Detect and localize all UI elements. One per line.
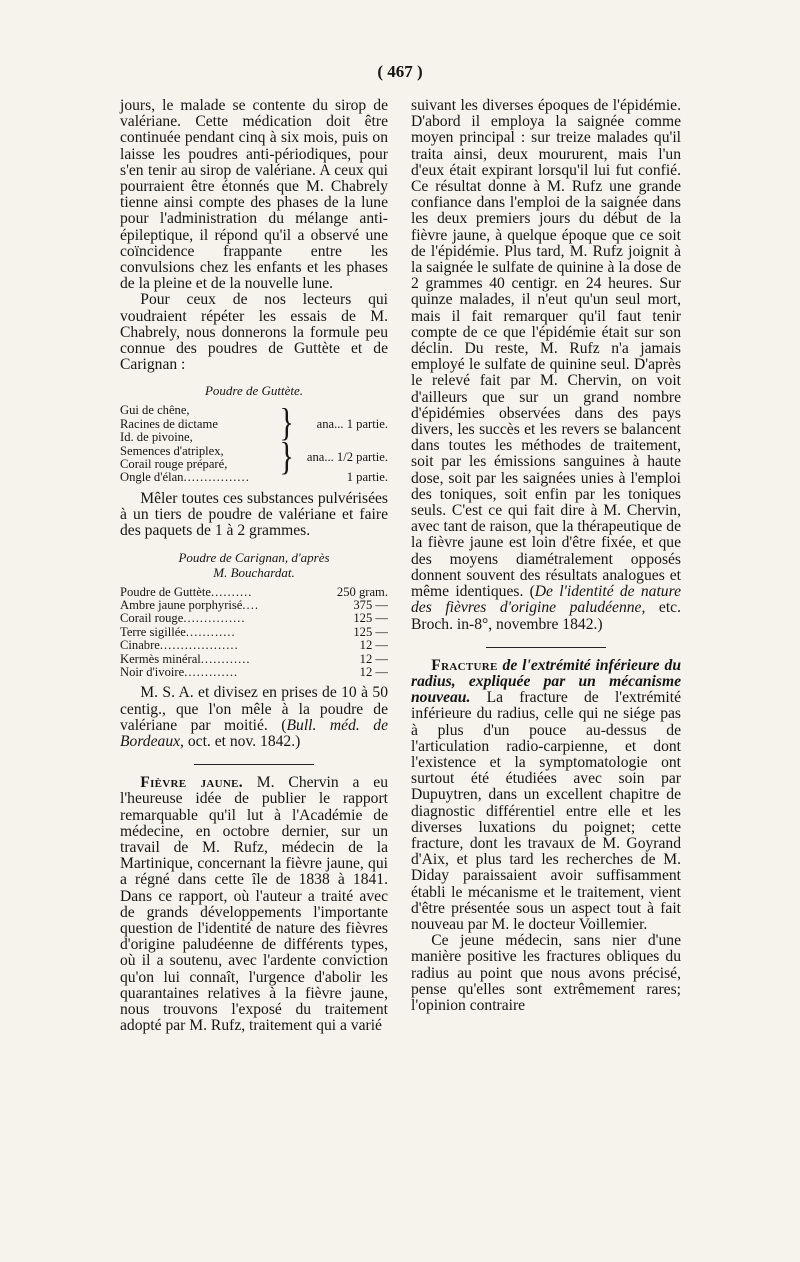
left-column: [120, 98, 388, 1034]
recipe-item: Gui de chêne,: [120, 403, 190, 418]
paragraph-text: etc. Broch. in-8°, novembre 1842.): [411, 599, 681, 633]
recipe-qty: 375 —: [353, 597, 388, 612]
paragraph-text: suivant les diverses époques de l'épidémie. D'abord il employa la saignée comme moyen principal : sur treize malades qu'il traita ainsi, deux moururent, mais l'un d'eux était expirant lorsqu'il lui fut confié. Ce résultat donne à M. Rufz une grande confiance dans l'emploi de la saignée dans les deux premiers jours du début de la fièvre jaune, à quelque époque que ce soit de l'épidémie. Plus tard, M. Rufz joignit à la saignée le sulfate de quinine à la dose de 2 grammes 40 centigr. en 24 heures. Sur quinze malades, il n'eut qu'un seul mort, mais il fait remarquer qu'il faut tenir compte de ce que l'épidémie était sur son déclin. Du reste, M. Rufz n'a jamais employé le sulfate de quinine seul. D'après le relevé fait par M. Chervin, on voit d'ailleurs que sur un grand nombre d'épidémies observées dans des pays divers, les succès et les revers se balancent dans toutes les méthodes de traitement, soit par les émissions sanguines à haute dose, soit par les saignées unies à l'emploi des toniques, soit enfin par les toniques seuls. C'est ce qui fait dire à M. Chervin, avec tant de raison, que la thérapeutique de la fièvre jaune est loin d'être fixée, et que des moyens diamétralement opposés donnent souvent des résultats analogues et même identiques. (: [411, 97, 681, 601]
recipe-qty: 12 —: [359, 664, 388, 679]
leader-dots: ...................: [159, 638, 239, 653]
recipe-item: Noir d'ivoire: [120, 664, 185, 679]
recipe-row: [120, 612, 388, 625]
recipe-row: [120, 586, 388, 599]
recipe-carignan: [120, 586, 388, 680]
recipe-carignan-title: [120, 550, 388, 580]
paragraph-text: M. S. A. et divisez en prises de 10 à 50 centig., que l'on mêle à la poudre de valériane par moitié. (: [120, 684, 388, 734]
recipe-item: Poudre de Guttète: [120, 584, 211, 599]
paragraph-text: oct. et nov. 1842.): [183, 732, 301, 750]
paragraph-voillemier: Ce jeune médecin, sans nier d'une manière positive les fractures obliques du radius au point que nous avons précisé, pense qu'elles sont extrêmement rares; l'opinion contraire: [411, 932, 681, 1014]
recipe-item: Terre sigillée: [120, 624, 186, 639]
right-column: [411, 98, 681, 1014]
leader-dots: ....: [242, 597, 259, 612]
recipe-item: Ambre jaune porphyrisé: [120, 597, 243, 612]
recipe-item: Cinabre: [120, 638, 160, 653]
recipe-item: Racines de dictame: [120, 416, 218, 431]
recipe-item: Corail rouge préparé,: [120, 457, 228, 472]
section-fracture: [411, 658, 681, 933]
recipe-guttete-title: Poudre de Guttète.: [204, 383, 304, 399]
recipe-qty: 125 —: [353, 624, 388, 639]
recipe-qty: ana... 1/2 partie.: [306, 450, 388, 465]
recipe-qty: 125 —: [353, 611, 388, 626]
leader-dots: ................: [183, 470, 250, 485]
recipe-row: [120, 666, 388, 679]
citation-source: De l'identité de nature des fièvres d'origine paludéenne,: [411, 583, 681, 617]
section-divider: [194, 764, 314, 765]
leader-dots: ..........: [210, 584, 253, 599]
leader-dots: .............: [184, 664, 239, 679]
section-fievre-jaune: [120, 775, 388, 1034]
paragraph-valeriane: jours, le malade se contente du sirop de valériane. Cette médication doit être continuée pendant cinq à six mois, puis on laisse les poudres anti-périodiques, pour s'en tenir au sirop de valériane. A ceux qui pourraient être étonnés que M. Chabrely tienne ainsi compte des phases de la lune pour l'administration du mélange anti-épileptique, il répond qu'il a observé une coïncidence frappante entre les convulsions chez les enfants et les phases de la pleine et de la nouvelle lune.: [120, 97, 388, 293]
recipe-guttete: [120, 404, 388, 484]
recipe-item: Semences d'atriplex,: [120, 443, 224, 458]
recipe-qty: 1 partie.: [346, 470, 388, 485]
section-text: La fracture de l'extrémité inférieure du radius, celle qui ne siége pas à plus d'un pouce au-dessus de l'articulation radio-carpienne, et dont l'existence et la symptomatologie ont surtout été étudiées avec soin par Dupuytren, dans un excellent chapitre de diagnostic différentiel entre elle et les diverses luxations du poignet; cette fracture, dont les travaux de M. Goyrand d'Aix, et plus tard les recherches de M. Diday paraissaient avoir suffisamment établi le mécanisme et le traitement, vient d'être présentée sous un aspect tout à fait nouveau par M. le docteur Voillemier.: [411, 689, 681, 933]
recipe-item: Ongle d'élan: [120, 470, 184, 485]
recipe-item: Corail rouge: [120, 611, 184, 626]
citation-source: Bull. méd. de Bordeaux,: [120, 716, 388, 750]
section-text: M. Chervin a eu l'heureuse idée de publier le rapport remarquable qu'il lut à l'Académie de médecine, en octobre dernier, sur un travail de M. Rufz, médecin de la Martinique, concernant la fièvre jaune, qui a régné dans cette île de 1838 à 1841. Dans ce rapport, où l'auteur a traité avec de grands développements l'importante question de l'identité de nature des fièvres d'origine paludéenne de différents types, où il a soutenu, avec l'ardente conviction qu'on lui connaît, l'urgence d'abolir les quarantaines relatives à la fièvre jaune, nous trouvons l'exposé du traitement adopté par M. Rufz, traitement qui a varié: [120, 774, 388, 1035]
recipe-qty: 12 —: [359, 651, 388, 666]
recipe-item: Id. de pivoine,: [120, 430, 193, 445]
recipe-title-line: M. Bouchardat.: [213, 564, 295, 580]
section-heading: Fracture: [431, 656, 498, 674]
leader-dots: ............: [185, 624, 236, 639]
recipe-qty: ana... 1 partie.: [316, 416, 388, 431]
recipe-row: [120, 653, 388, 666]
leader-dots: ............: [200, 651, 251, 666]
recipe-qty: 12 —: [359, 638, 388, 653]
leader-dots: ...............: [183, 611, 246, 626]
section-divider: [486, 647, 606, 648]
recipe-qty: 250 gram.: [336, 584, 388, 599]
brace: }: [279, 435, 294, 479]
recipe-row: [120, 639, 388, 652]
paragraph-treatment: [411, 98, 681, 633]
paragraph-formula-intro: Pour ceux de nos lecteurs qui voudraient répéter les essais de M. Chabrely, nous donnerons la formule peu connue des poudres de Guttète et de Carignan :: [120, 291, 388, 374]
paragraph-mix-instructions: Mêler toutes ces substances pulvérisées à un tiers de poudre de valériane et faire des paquets de 1 à 2 grammes.: [120, 489, 388, 540]
brace: }: [279, 402, 294, 446]
section-subheading: de l'extrémité inférieure du radius, expliquée par un mécanisme nouveau.: [411, 656, 681, 707]
recipe-row: [120, 599, 388, 612]
recipe-row: [120, 626, 388, 639]
page-number: ( 467 ): [377, 62, 423, 81]
section-heading: Fièvre jaune.: [140, 774, 243, 792]
recipe-item: Kermès minéral: [120, 651, 201, 666]
recipe-title-line: Poudre de Carignan, d'après: [178, 549, 330, 565]
paragraph-dosage: [120, 685, 388, 750]
